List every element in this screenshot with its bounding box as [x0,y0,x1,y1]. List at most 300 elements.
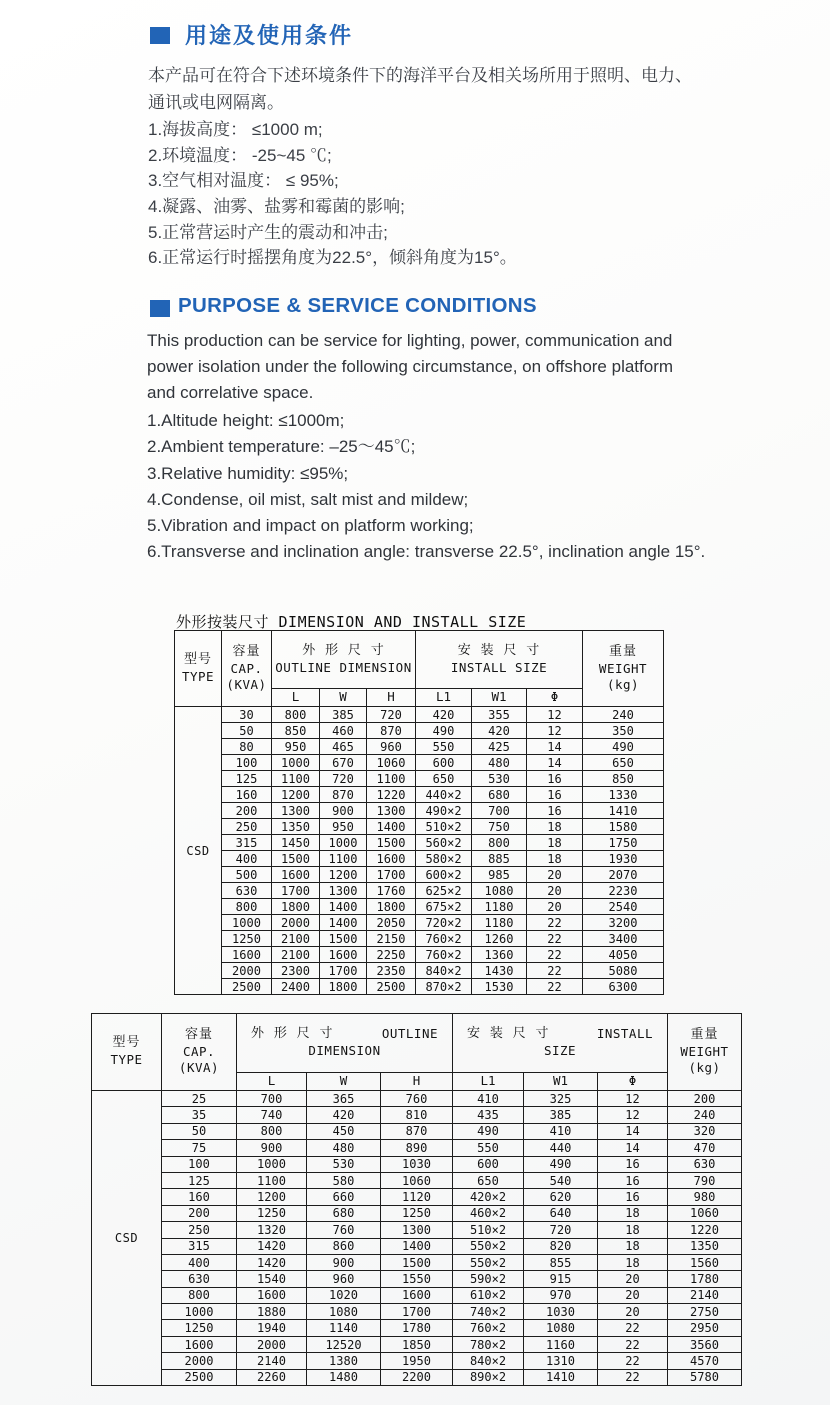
table-cell: 540 [524,1172,598,1188]
header-W: W [307,1073,381,1091]
table-cell: 650 [416,771,472,787]
table-cell: 22 [527,947,583,963]
table-cell: 1000 [222,915,272,931]
table-cell: 22 [598,1320,668,1336]
table-cell: 1850 [381,1336,453,1352]
table-cell: 400 [222,851,272,867]
table-cell: 960 [307,1271,381,1287]
table-cell: 18 [598,1238,668,1254]
table-cell: 1800 [320,979,367,995]
table-cell: 1760 [367,883,416,899]
table-cell: 75 [162,1140,237,1156]
table-cell: 200 [222,803,272,819]
table-cell: 1100 [237,1172,307,1188]
table-cell: 470 [668,1140,742,1156]
intro-line: 本产品可在符合下述环境条件下的海洋平台及相关场所用于照明、电力、 [148,66,692,85]
table-cell: 650 [453,1172,524,1188]
table-cell: 420 [416,707,472,723]
table-cell: 20 [598,1287,668,1303]
table-cell: 16 [527,803,583,819]
table-cell: 1450 [272,835,320,851]
table-row [175,739,664,755]
table-cell: 1060 [367,755,416,771]
table-cell: 200 [668,1091,742,1107]
table-cell: 1000 [237,1156,307,1172]
table-cell: 890 [381,1140,453,1156]
table-cell: 2000 [272,915,320,931]
table-cell: 490 [453,1123,524,1139]
table-cell: 1700 [272,883,320,899]
table-cell: 1380 [307,1353,381,1369]
table-cell: 465 [320,739,367,755]
table-row [175,803,664,819]
table-cell: 580×2 [416,851,472,867]
table-cell: 550 [416,739,472,755]
table-row [92,1140,742,1156]
table-cell: 1600 [162,1336,237,1352]
table-cell: 1580 [583,819,664,835]
table-cell: 915 [524,1271,598,1287]
table-cell: 240 [668,1107,742,1123]
table-cell: 700 [237,1091,307,1107]
table-cell: 2000 [162,1353,237,1369]
table-title: 外形按装尺寸 DIMENSION AND INSTALL SIZE [176,613,527,631]
intro-line: 通讯或电网隔离。 [148,93,284,112]
table-cell: 100 [162,1156,237,1172]
table-row [92,1205,742,1221]
table-cell: 2000 [222,963,272,979]
header-weight: 重量 WEIGHT (kg) [668,1014,742,1091]
table-cell: 1100 [272,771,320,787]
intro-line: This production can be service for lighting, power, communication and [147,331,673,350]
table-cell: 950 [320,819,367,835]
table-row [92,1238,742,1254]
table-cell: 1780 [381,1320,453,1336]
table-cell: 1060 [381,1172,453,1188]
table-row [92,1271,742,1287]
table-cell: 720 [524,1222,598,1238]
table-cell: 1260 [472,931,527,947]
table-row [175,787,664,803]
table-cell: 1030 [381,1156,453,1172]
table-cell: 22 [527,963,583,979]
table-cell: 2400 [272,979,320,995]
table-cell: 1420 [237,1254,307,1270]
type-value-cell: CSD [175,707,222,995]
table-cell: 800 [222,899,272,915]
table-cell: 490 [524,1156,598,1172]
table-cell: 2500 [222,979,272,995]
table-cell: 740 [237,1107,307,1123]
table-cell: 610×2 [453,1287,524,1303]
table-cell: 20 [527,899,583,915]
table-cell: 1220 [367,787,416,803]
table-cell: 365 [307,1091,381,1107]
table-cell: 12520 [307,1336,381,1352]
table-cell: 600 [453,1156,524,1172]
table-cell: 160 [222,787,272,803]
table-cell: 500 [222,867,272,883]
table-cell: 1600 [381,1287,453,1303]
table-cell: 2750 [668,1304,742,1320]
table-row [175,931,664,947]
table-cell: 820 [524,1238,598,1254]
table-cell: 760×2 [416,947,472,963]
table-cell: 22 [598,1353,668,1369]
table-row [92,1172,742,1188]
table-row [175,707,664,723]
table-cell: 2250 [367,947,416,963]
table-cell: 580 [307,1172,381,1188]
table-cell: 800 [472,835,527,851]
table-cell: 660 [307,1189,381,1205]
table-cell: 315 [222,835,272,851]
table-cell: 720×2 [416,915,472,931]
table-cell: 420 [472,723,527,739]
table-cell: 970 [524,1287,598,1303]
table-cell: 490 [583,739,664,755]
header-H: H [367,689,416,707]
table-cell: 980 [668,1189,742,1205]
table-cell: 125 [162,1172,237,1188]
intro-line: power isolation under the following circumstance, on offshore platform [147,357,674,376]
table-cell: 2300 [272,963,320,979]
table-cell: 1250 [381,1205,453,1221]
intro-line: and correlative space. [147,383,314,402]
table-cell: 20 [527,867,583,883]
table-cell: 320 [668,1123,742,1139]
list-item: 3.空气相对温度： ≤ 95%; [148,171,339,191]
table-cell: 420 [307,1107,381,1123]
table-cell: 890×2 [453,1369,524,1385]
table-cell: 1020 [307,1287,381,1303]
table-row [175,723,664,739]
header-phi: Φ [527,689,583,707]
table-cell: 22 [598,1336,668,1352]
table-cell: 985 [472,867,527,883]
table-cell: 850 [272,723,320,739]
table-cell: 1080 [524,1320,598,1336]
table-row [92,1254,742,1270]
table-cell: 700 [472,803,527,819]
table-cell: 100 [222,755,272,771]
table-cell: 530 [472,771,527,787]
table-cell: 3560 [668,1336,742,1352]
table-cell: 870×2 [416,979,472,995]
table-cell: 1700 [381,1304,453,1320]
table-cell: 2500 [367,979,416,995]
table-cell: 1180 [472,899,527,915]
table-cell: 25 [162,1091,237,1107]
table-cell: 560×2 [416,835,472,851]
table-cell: 2100 [272,947,320,963]
table-cell: 1300 [320,883,367,899]
list-item: 6.正常运行时摇摆角度为22.5°，倾斜角度为15°。 [148,248,517,268]
header-install-size: 安 装 尺 寸 INSTALL SIZE [416,631,583,689]
table-cell: 3400 [583,931,664,947]
table-cell: 1080 [307,1304,381,1320]
table-cell: 1200 [272,787,320,803]
table-cell: 1480 [307,1369,381,1385]
table-cell: 800 [272,707,320,723]
table-cell: 385 [524,1107,598,1123]
table-cell: 480 [307,1140,381,1156]
table-cell: 2260 [237,1369,307,1385]
table-cell: 435 [453,1107,524,1123]
table-cell: 1540 [237,1271,307,1287]
table-row [175,899,664,915]
table-cell: 630 [668,1156,742,1172]
table-cell: 1160 [524,1336,598,1352]
table-cell: 16 [527,787,583,803]
table-cell: 420×2 [453,1189,524,1205]
type-value-cell: CSD [92,1091,162,1386]
dimension-install-table-1 [174,630,664,995]
section-bullet-icon [150,27,170,44]
table-cell: 1600 [367,851,416,867]
table-cell: 740×2 [453,1304,524,1320]
table-cell: 20 [527,883,583,899]
table-cell: 750 [472,819,527,835]
table-cell: 22 [527,931,583,947]
table-cell: 16 [598,1189,668,1205]
header-type: 型号 TYPE [175,631,222,707]
table-cell: 2950 [668,1320,742,1336]
table-cell: 1200 [237,1189,307,1205]
table-row [175,819,664,835]
table-cell: 790 [668,1172,742,1188]
header-L1: L1 [416,689,472,707]
table-row [92,1222,742,1238]
table-cell: 680 [307,1205,381,1221]
table-cell: 1400 [381,1238,453,1254]
table-cell: 550×2 [453,1254,524,1270]
table-cell: 490 [416,723,472,739]
table-cell: 1600 [272,867,320,883]
table-cell: 1180 [472,915,527,931]
table-cell: 1400 [320,915,367,931]
header-type: 型号 TYPE [92,1014,162,1091]
table-row [92,1320,742,1336]
table-cell: 12 [598,1107,668,1123]
table-cell: 1880 [237,1304,307,1320]
table-cell: 1300 [367,803,416,819]
table-cell: 1000 [320,835,367,851]
table-cell: 4570 [668,1353,742,1369]
table-cell: 900 [320,803,367,819]
table-cell: 12 [527,723,583,739]
table-cell: 1330 [583,787,664,803]
table-cell: 125 [222,771,272,787]
header-outline-dimension: 外 形 尺 寸 OUTLINE DIMENSION [272,631,416,689]
table-cell: 14 [527,739,583,755]
table-cell: 510×2 [416,819,472,835]
table-cell: 675×2 [416,899,472,915]
table-cell: 1410 [583,803,664,819]
header-capacity: 容量 CAP. (KVA) [222,631,272,707]
header-H: H [381,1073,453,1091]
table-cell: 800 [162,1287,237,1303]
table-cell: 1100 [367,771,416,787]
table-cell: 600 [416,755,472,771]
table-cell: 16 [598,1156,668,1172]
table-cell: 1320 [237,1222,307,1238]
table-cell: 350 [583,723,664,739]
table-cell: 1550 [381,1271,453,1287]
condition-list-cn [148,117,517,271]
table-row [175,947,664,963]
table-cell: 440×2 [416,787,472,803]
table-row [175,755,664,771]
intro-paragraph-cn [148,62,692,116]
table-cell: 22 [527,915,583,931]
table-cell: 2540 [583,899,664,915]
table-cell: 590×2 [453,1271,524,1287]
list-item: 1.海拔高度： ≤1000 m; [148,120,323,139]
table-cell: 460×2 [453,1205,524,1221]
header-L: L [272,689,320,707]
table-cell: 760 [307,1222,381,1238]
table-row [92,1107,742,1123]
table-cell: 2150 [367,931,416,947]
table-cell: 1940 [237,1320,307,1336]
table-cell: 14 [598,1123,668,1139]
table-cell: 1080 [472,883,527,899]
table-cell: 16 [598,1172,668,1188]
table-cell: 50 [222,723,272,739]
table-cell: 1420 [237,1238,307,1254]
table-cell: 12 [598,1091,668,1107]
table-cell: 160 [162,1189,237,1205]
table-cell: 840×2 [416,963,472,979]
table-cell: 1100 [320,851,367,867]
table-row [92,1287,742,1303]
table-cell: 50 [162,1123,237,1139]
table-cell: 5080 [583,963,664,979]
table-cell: 625×2 [416,883,472,899]
table-cell: 18 [527,835,583,851]
table-cell: 840×2 [453,1353,524,1369]
list-item: 6.Transverse and inclination angle: transverse 22.5°, inclination angle 15°. [147,542,706,562]
table-row [92,1091,742,1107]
table-cell: 30 [222,707,272,723]
table-cell: 860 [307,1238,381,1254]
table-cell: 80 [222,739,272,755]
table-cell: 18 [598,1222,668,1238]
table-cell: 2140 [237,1353,307,1369]
table-cell: 1200 [320,867,367,883]
table-row [175,867,664,883]
table-cell: 850 [583,771,664,787]
table-cell: 1530 [472,979,527,995]
header-capacity: 容量 CAP. (KVA) [162,1014,237,1091]
table-row [92,1304,742,1320]
table-row [175,979,664,995]
table-row [175,883,664,899]
table-cell: 490×2 [416,803,472,819]
table-cell: 3200 [583,915,664,931]
table-cell: 650 [583,755,664,771]
table-cell: 20 [598,1304,668,1320]
section-title-en: PURPOSE & SERVICE CONDITIONS [178,294,537,317]
table-row [175,915,664,931]
table-cell: 1030 [524,1304,598,1320]
table-row [175,835,664,851]
table-cell: 1800 [367,899,416,915]
header-W1: W1 [524,1073,598,1091]
table-cell: 22 [598,1369,668,1385]
table-cell: 14 [527,755,583,771]
table-row [92,1336,742,1352]
table-cell: 1250 [222,931,272,947]
table-cell: 410 [453,1091,524,1107]
table-cell: 780×2 [453,1336,524,1352]
table-cell: 20 [598,1271,668,1287]
table-cell: 1400 [320,899,367,915]
dimension-install-table-2 [91,1013,742,1386]
table-cell: 1300 [272,803,320,819]
table-cell: 530 [307,1156,381,1172]
table-cell: 240 [583,707,664,723]
table-cell: 900 [307,1254,381,1270]
table-cell: 855 [524,1254,598,1270]
table-cell: 630 [162,1271,237,1287]
table-cell: 200 [162,1205,237,1221]
header-phi: Φ [598,1073,668,1091]
header-outline-dimension: 外 形 尺 寸 OUTLINE DIMENSION [237,1014,453,1073]
table-cell: 2100 [272,931,320,947]
table-row [92,1369,742,1385]
table-cell: 510×2 [453,1222,524,1238]
table-cell: 550×2 [453,1238,524,1254]
table-cell: 355 [472,707,527,723]
table-cell: 450 [307,1123,381,1139]
table-cell: 550 [453,1140,524,1156]
table-cell: 670 [320,755,367,771]
table-cell: 1560 [668,1254,742,1270]
table-cell: 720 [367,707,416,723]
table-row [175,851,664,867]
table-cell: 22 [527,979,583,995]
table-cell: 1220 [668,1222,742,1238]
table-cell: 1350 [668,1238,742,1254]
table-row [92,1353,742,1369]
header-W1: W1 [472,689,527,707]
list-item: 5.正常营运时产生的震动和冲击; [148,222,388,242]
table-cell: 16 [527,771,583,787]
table-cell: 18 [527,851,583,867]
table-cell: 440 [524,1140,598,1156]
table-cell: 760×2 [453,1320,524,1336]
table-cell: 2070 [583,867,664,883]
list-item: 4.凝露、油雾、盐雾和霉菌的影响; [148,197,405,217]
table-cell: 960 [367,739,416,755]
table-cell: 1000 [272,755,320,771]
table-cell: 760 [381,1091,453,1107]
table-cell: 760×2 [416,931,472,947]
table-cell: 250 [162,1222,237,1238]
table-cell: 1780 [668,1271,742,1287]
table-row [92,1189,742,1205]
table-cell: 900 [237,1140,307,1156]
table-row [92,1123,742,1139]
table-cell: 2000 [237,1336,307,1352]
table-cell: 1600 [237,1287,307,1303]
table-cell: 1500 [320,931,367,947]
condition-list-en [147,408,705,566]
table-cell: 680 [472,787,527,803]
table-cell: 5780 [668,1369,742,1385]
